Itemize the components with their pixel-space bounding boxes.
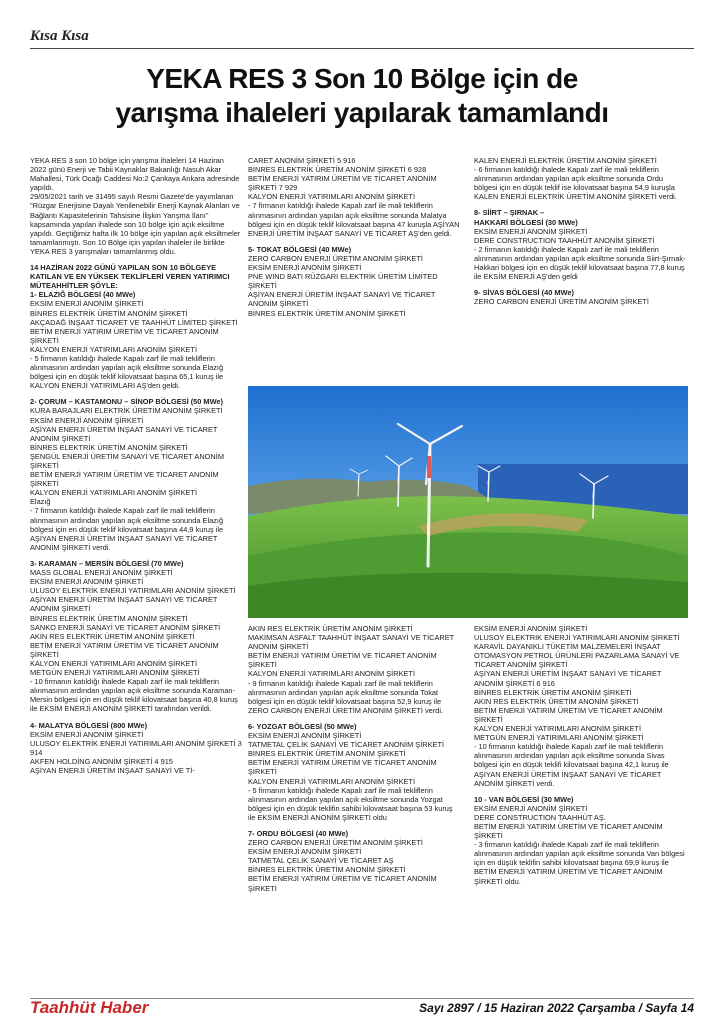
section-heading: 3- KARAMAN – MERSİN BÖLGESİ (70 MWe) — [30, 558, 184, 568]
section-heading: 7- ORDU BÖLGESİ (40 MWe) — [248, 828, 349, 838]
article-column-2-top — [248, 156, 460, 318]
section-tag: Kısa Kısa — [30, 28, 89, 44]
paragraph: KALEN ENERJİ ELEKTRİK ÜRETİM ANONİM ŞİRKETİ - 6 firmanın katıldığı ihalede Kapalı zarf ile mali tekliflerin alınmasının ardından yapılan açık eksiltme sonunda Ordu bölgesi için en düşük teklif ise kilovatsaat başına 54,9 kuruşla KALEN ENERJİ ELEKTRİK ÜRETİM ANONİM ŞİRKETİ verdi. — [474, 156, 677, 202]
brand-logo: Taahhüt Haber — [30, 998, 149, 1017]
paragraph: AKIN RES ELEKTRİK ÜRETİM ANONİM ŞİRKETİ MAKİMSAN ASFALT TAAHHÜT İNŞAAT SANAYİ VE TİCARET ANONİM ŞİRKETİ BETİM ENERJİ YATIRIM ÜRETİM VE TİCARET ANONİM ŞİRKETİ KALYON ENERJİ YATIRIMLARI ANONİM ŞİRKETİ - 9 firmanın katıldığı ihalede Kapalı zarf ile mali tekliflerin alınmasının ardından yapılan açık eksiltme sonunda Tokat bölgesi için en düşük teklif kilovatsaat başına 52,9 kuruş ile ZERO CARBON ENERJİ ÜRETİM ANONİM ŞİRKETİ verdi. — [248, 624, 455, 715]
section-heading: 9- SİVAS BÖLGESİ (40 MWe) — [474, 288, 574, 298]
paragraph: KURA BARAJLARI ELEKTRİK ÜRETİM ANONİM ŞİRKETİ EKSİM ENERJİ ANONİM ŞİRKETİ AŞİYAN ENERJİ ÜRETİM İNŞAAT SANAYİ VE TİCARET ANONİM ŞİRKETİ BİNRES ELEKTRİK ÜRETİM ANONİM ŞİRKETİ ŞENGÜL ENERJİ ÜRETİM SANAYİ VE TİCARET ANONİM ŞİRKETİ BETİM ENERJİ YATIRIM ÜRETİM VE TİCARET ANONİM ŞİRKETİ KALYON ENERJİ YATIRIMLARI ANONİM ŞİRKETİ Elazığ - 7 firmanın katıldığı ihalede Kapalı zarf ile mali tekliflerin alınmasının ardından yapılan açık eksiltme sonunda Elazığ bölgesi için en düşük teklif kilovatsaat başına 44,9 kuruş ile AŞİYAN ENERJİ ÜRETİM İNŞAAT SANAYİ VE TİCARET ANONİM ŞİRKETİ verdi. — [30, 406, 224, 552]
paragraph: EKSİM ENERJİ ANONİM ŞİRKETİ TATMETAL ÇELİK SANAYİ VE TİCARET ANONİM ŞİRKETİ BİNRES ELEKTRİK ÜRETİM ANONİM ŞİRKETİ BETİM ENERJİ YATIRIM ÜRETİM VE TİCARET ANONİM ŞİRKETİ KALYON ENERJİ YATIRIMLARI ANONİM ŞİRKETİ - 5 firmanın katıldığı ihalede Kapalı zarf ile mali tekliflerin alınmasının ardından yapılan açık eksiltme sonunda Yozgat bölgesi için en düşük teklifin sahibi kilovatsaat başına 53 kuruş ile EKSİM ENERJİ ANONİM ŞİRKETİ oldu — [248, 731, 453, 822]
paragraph: MASS GLOBAL ENERJİ ANONİM ŞİRKETİ EKSİM ENERJİ ANONİM ŞİRKETİ ULUSOY ELEKTRİK ENERJİ YATIRIMLARI ANONİM ŞİRKETİ AŞİYAN ENERJİ ÜRETİM İNŞAAT SANAYİ VE TİCARET ANONİM ŞİRKETİ BİNRES ELEKTRİK ÜRETİM ANONİM ŞİRKETİ SANKO ENERJİ SANAYİ VE TİCARET ANONİM ŞİRKETİ AKIN RES ELEKTRİK ÜRETİM ANONİM ŞİRKETİ BETİM ENERJİ YATIRIM ÜRETİM VE TİCARET ANONİM ŞİRKETİ KALYON ENERJİ YATIRIMLARI ANONİM ŞİRKETİ METGÜN ENERJİ YATIRIMLARI ANONİM ŞİRKETİ - 10 firmanın katıldığı ihalede Kapalı zarf ile mali tekliflerin alınmasının ardından yapılan açık eksiltme sonunda Karaman-Mersin bölgesi için en düşük teklif kilovatsaat başına 40,8 kuruş ile EKSİM ENERJİ ANONİM ŞİRKETİ tarafından verildi. — [30, 568, 238, 714]
section-heading: 6- YOZGAT BÖLGESİ (50 MWe) — [248, 721, 357, 731]
wind-turbine-landscape-image — [248, 386, 688, 618]
section-heading: 4- MALATYA BÖLGESİ (800 MWe) — [30, 720, 148, 730]
section-heading: 10 - VAN BÖLGESİ (30 MWe) — [474, 794, 574, 804]
section-heading: 8- SİİRT – ŞIRNAK – HAKKARİ BÖLGESİ (30 MWe) — [474, 208, 578, 227]
paragraph: EKSİM ENERJİ ANONİM ŞİRKETİ DERE CONSTRUCTION TAAHHÜT ANONİM ŞİRKETİ - 2 firmanın katıldığı ihalede Kapalı zarf ile mali tekliflerin alınmasının ardından yapılan açık eksiltme sonunda Siirt-Şırnak-Hakkari bölgesi için en düşük teklif kilovatsaat başına 77,8 kuruş ile EKSİM ENERJİ AŞ'den geldi — [474, 226, 686, 282]
headline-line-1: YEKA RES 3 Son 10 Bölge için de — [146, 63, 578, 94]
issue-info: Sayı 2897 / 15 Haziran 2022 Çarşamba / Sayfa 14 — [419, 1001, 694, 1015]
top-rule — [30, 48, 694, 49]
wind-farm-photo — [248, 386, 688, 618]
article-column-3-bottom — [474, 624, 686, 886]
headline-line-2: yarışma ihaleleri yapılarak tamamlandı — [115, 97, 609, 128]
paragraph: ZERO CARBON ENERJİ ÜRETİM ANONİM ŞİRKETİ — [474, 297, 649, 307]
paragraph: YEKA RES 3 son 10 bölge için yarışma ihaleleri 14 Haziran 2022 günü Enerji ve Tabii Kaynaklar Bakanlığı Nasuh Akar Mahallesi, Türk Ocağı Caddesi No:2 Çankaya Ankara adresinde yapıldı. 29/05/2021 tarih ve 31495 sayılı Resmi Gazete'de yayımlanan "Rüzgar Enerjisine Dayalı Yenilenebilir Enerji Kaynak Alanları ve Bağlantı Kapasitelerinin Tahsisine İlişkin Yarışma İlanı" kapsamında yapılan ihalede son 10 bölge için açık eksiltme yapıldı. Geçtiğimiz hafta ilk 10 bölge için yapılan açık eksiltmeler tamamlanmıştı. Son 10 Bölge için yapılan ihaleler ile birlikte YEKA RES 3 yarışmaları tamamlanmış oldu. — [30, 156, 241, 256]
paragraph: EKSİM ENERJİ ANONİM ŞİRKETİ ULUSOY ELEKTRİK ENERJİ YATIRIMLARI ANONİM ŞİRKETİ 3 914 AKFEN HOLDİNG ANONİM ŞİRKETİ 4 915 AŞİYAN ENERJİ ÜRETİM İNŞAAT SANAYİ VE Tİ- — [30, 729, 242, 775]
article-column-2-bottom — [248, 624, 460, 893]
article-column-3-top — [474, 156, 686, 306]
paragraph: EKSİM ENERJİ ANONİM ŞİRKETİ ULUSOY ELEKTRİK ENERJİ YATIRIMLARI ANONİM ŞİRKETİ KARAVİL DAYANIKLI TÜKETİM MALZEMELERİ İNŞAAT OTOMASYON PETROL ÜRÜNLERİ PAZARLAMA SANAYİ VE TİCARET ANONİM ŞİRKETİ AŞİYAN ENERJİ ÜRETİM İNŞAAT SANAYİ VE TİCARET ANONİM ŞİRKETİ 6 916 BİNRES ELEKTRİK ÜRETİM ANONİM ŞİRKETİ AKIN RES ELEKTRİK ÜRETİM ANONİM ŞİRKETİ BETİM ENERJİ YATIRIM ÜRETİM VE TİCARET ANONİM ŞİRKETİ KALYON ENERJİ YATIRIMLARI ANONİM ŞİRKETİ METGÜN ENERJİ YATIRIMLARI ANONİM ŞİRKETİ - 10 firmanın katıldığı ihalede Kapalı zarf ile mali tekliflerin alınmasının ardından yapılan açık eksiltme sonunda Sivas bölgesi için en düşük teklifi kilovatsaat başına 42,1 kuruş ile AŞİYAN ENERJİ ÜRETİM İNŞAAT SANAYİ VE TİCARET ANONİM ŞİRKETİ verdi. — [474, 624, 680, 788]
paragraph: ZERO CARBON ENERJİ ÜRETİM ANONİM ŞİRKETİ EKSİM ENERJİ ANONİM ŞİRKETİ TATMETAL ÇELİK SANAYİ VE TİCARET AŞ BİNRES ELEKTRİK ÜRETİM ANONİM ŞİRKETİ BETİM ENERJİ YATIRIM ÜRETİM VE TİCARET ANONİM ŞİRKETİ — [248, 838, 437, 893]
section-heading: 14 HAZİRAN 2022 GÜNÜ YAPILAN SON 10 BÖLGEYE KATILAN VE EN YÜKSEK TEKLİFLERİ VEREN YATIRIMCI MÜTEAHHİTLER ŞÖYLE: 1- ELAZIĞ BÖLGESİ (40 MWe) — [30, 263, 230, 300]
paragraph: EKSİM ENERJİ ANONİM ŞİRKETİ BİNRES ELEKTRİK ÜRETİM ANONİM ŞİRKETİ AKÇADAĞ İNŞAAT TİCARET VE TAAHHÜT LİMİTED ŞİRKETİ BETİM ENERJİ YATIRIM ÜRETİM VE TİCARET ANONİM ŞİRKETİ KALYON ENERJİ YATIRIMLARI ANONİM ŞİRKETİ - 5 firmanın katıldığı ihalede Kapalı zarf ile mali tekliflerin alınmasının ardından yapılan açık eksiltme sonunda Elazığ bölgesi için en düşük teklif kilovatsaat başına 65,1 kuruş ile KALYON ENERJİ YATIRIMLARI AŞ'den geldi. — [30, 299, 238, 391]
paragraph: CARET ANONİM ŞİRKETİ 5 916 BİNRES ELEKTRİK ÜRETİM ANONİM ŞİRKETİ 6 928 BETİM ENERJİ YATIRIM ÜRETİM VE TİCARET ANONİM ŞİRKETİ 7 929 KALYON ENERJİ YATIRIMLARI ANONİM ŞİRKETİ - 7 firmanın katıldığı ihalede Kapalı zarf ile mali tekliflerin alınmasının ardından yapılan açık eksiltme sonunda Malatya bölgesi için en düşük teklif kilovatsaat başına 47 kuruşla AŞİYAN ENERJİ ÜRETİM İNŞAAT SANAYİ VE TİCARET AŞ'den geldi. — [248, 156, 460, 238]
section-heading: 2- ÇORUM – KASTAMONU – SİNOP BÖLGESİ (50 MWe) — [30, 397, 223, 407]
paragraph: EKSİM ENERJİ ANONİM ŞİRKETİ DERE CONSTRUCTION TAAHHÜT AŞ. BETİM ENERJİ YATIRIM ÜRETİM VE TİCARET ANONİM ŞİRKETİ - 3 firmanın katıldığı ihalede Kapalı zarf ile mali tekliflerin alınmasının ardından yapılan açık eksiltme sonunda Van bölgesi için en düşük teklifin sahibi kilovatsaat başına 69,9 kuruş ile BETİM ENERJİ YATIRIM ÜRETİM VE TİCARET ANONİM ŞİRKETİ oldu. — [474, 803, 685, 886]
section-heading: 5- TOKAT BÖLGESİ (40 MWe) — [248, 244, 352, 254]
headline — [30, 62, 694, 130]
paragraph: ZERO CARBON ENERJİ ÜRETİM ANONİM ŞİRKETİ EKSİM ENERJİ ANONİM ŞİRKETİ PNE WIND BATI RÜZGARI ELEKTRİK ÜRETİM LİMİTED ŞİRKETİ AŞİYAN ENERJİ ÜRETİM İNŞAAT SANAYİ VE TİCARET ANONİM ŞİRKETİ BİNRES ELEKTRİK ÜRETİM ANONİM ŞİRKETİ — [248, 253, 438, 318]
article-column-1 — [30, 156, 242, 775]
